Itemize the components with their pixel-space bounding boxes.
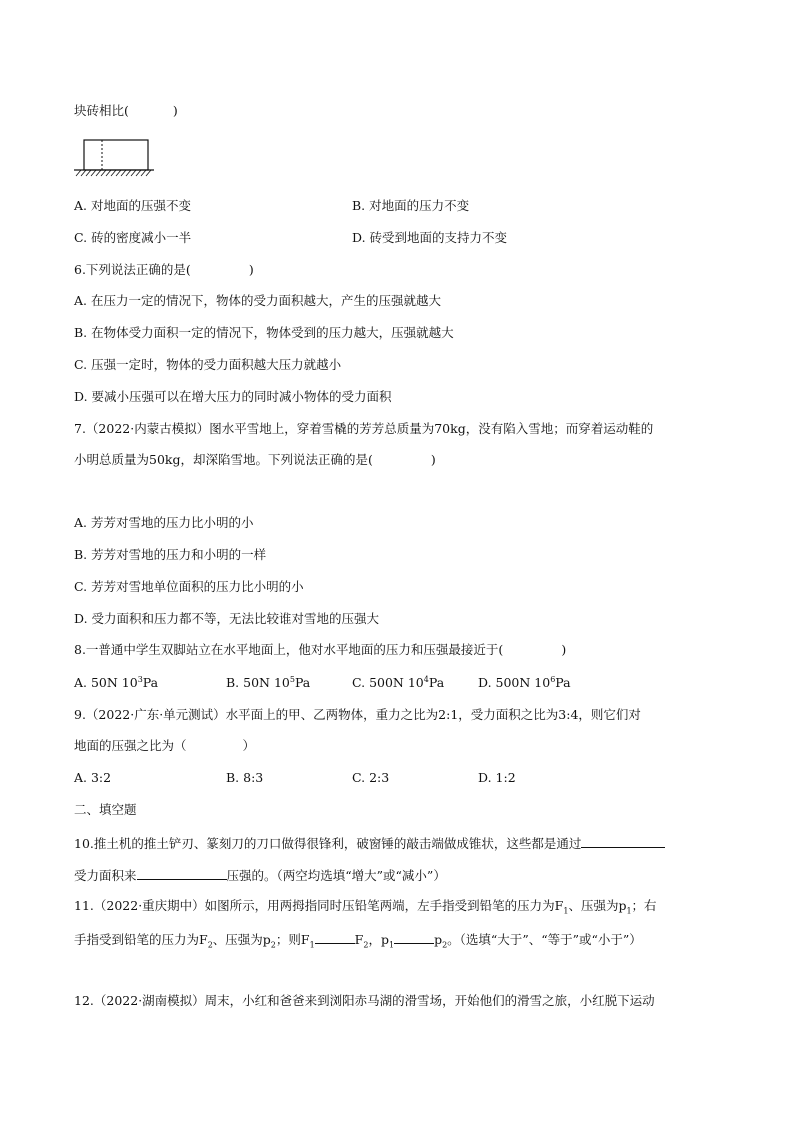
q9-stem-line2: 地面的压强之比为（ ）	[74, 738, 256, 753]
q7-option-d: D. 受力面积和压力都不等，无法比较谁对雪地的压强大	[74, 611, 380, 626]
q6-option-d: D. 要减小压强可以在增大压力的同时减小物体的受力面积	[74, 389, 392, 404]
q9-option-d: D. 1:2	[478, 770, 516, 785]
q11-line1: 11.（2022·重庆期中）如图所示，用两拇指同时压铅笔两端，左手指受到铅笔的压力为$F_1$、压强为$p_1$；右	[74, 898, 657, 916]
q12-line1: 12.（2022·湖南模拟）周末，小红和爸爸来到浏阳赤马湖的滑雪场，开始他们的滑雪之旅，小红脱下运动	[74, 993, 655, 1008]
q6-stem: 6.下列说法正确的是( )	[74, 262, 254, 277]
q5-option-c: C. 砖的密度减小一半	[74, 230, 192, 245]
q10-line1: 10.推土机的推土铲刃、篆刻刀的刀口做得很锋利，破窗锤的敲击端做成锥状，这些都是通过	[74, 833, 665, 853]
brick-figure	[74, 136, 154, 182]
q9-stem-line1: 9.（2022·广东·单元测试）水平面上的甲、乙两物体，重力之比为2:1，受力面积之比为3:4，则它们对	[74, 707, 641, 722]
q9-option-c: C. 2:3	[352, 770, 390, 785]
q6-option-c: C. 压强一定时，物体的受力面积越大压力就越小	[74, 357, 342, 372]
q8-option-b: B. 50N $10^5Pa$	[226, 674, 311, 690]
q7-option-a: A. 芳芳对雪地的压力比小明的小	[74, 515, 254, 530]
q5-stem-tail: 块砖相比( )	[74, 103, 178, 118]
q5-option-a: A. 对地面的压强不变	[74, 198, 191, 213]
q5-option-d: D. 砖受到地面的支持力不变	[352, 230, 508, 245]
q7-option-c: C. 芳芳对雪地单位面积的压力比小明的小	[74, 579, 304, 594]
q11-blank-2[interactable]	[394, 929, 434, 944]
q9-option-b: B. 8:3	[226, 770, 264, 785]
q7-option-b: B. 芳芳对雪地的压力和小明的一样	[74, 547, 267, 562]
q10-blank-1[interactable]	[581, 833, 665, 848]
q10-line2: 受力面积来 压强的。（两空均选填“增大”或“减小”）	[74, 865, 446, 885]
q11-line2: 手指受到铅笔的压力为$F_2$、压强为$p_2$；则$F_1$ $F_2$，$p_1$ $p_2$。（选填“大于”、“等于”或“小于”）	[74, 929, 642, 949]
q7-stem-line1: 7.（2022·内蒙古模拟）图水平雪地上，穿着雪橇的芳芳总质量为70kg，没有陷入雪地；而穿着运动鞋的	[74, 421, 654, 436]
q8-option-c: C. 500N $10^4Pa$	[352, 674, 445, 690]
q6-option-a: A. 在压力一定的情况下，物体的受力面积越大，产生的压强就越大	[74, 293, 441, 308]
q8-option-d: D. 500N $10^6Pa$	[478, 674, 571, 690]
q7-stem-line2: 小明总质量为50kg，却深陷雪地。下列说法正确的是( )	[74, 452, 436, 467]
q5-option-b: B. 对地面的压力不变	[352, 198, 470, 213]
q10-blank-2[interactable]	[137, 865, 227, 880]
section-heading-fill-blank: 二、填空题	[74, 802, 137, 817]
q8-stem: 8.一普通中学生双脚站立在水平地面上，他对水平地面的压力和压强最接近于( )	[74, 642, 567, 657]
q11-blank-1[interactable]	[315, 929, 355, 944]
q9-option-a: A. 3:2	[74, 770, 112, 785]
q6-option-b: B. 在物体受力面积一定的情况下，物体受到的压力越大，压强就越大	[74, 325, 454, 340]
q8-option-a: A. 50N $10^3Pa$	[74, 674, 159, 690]
